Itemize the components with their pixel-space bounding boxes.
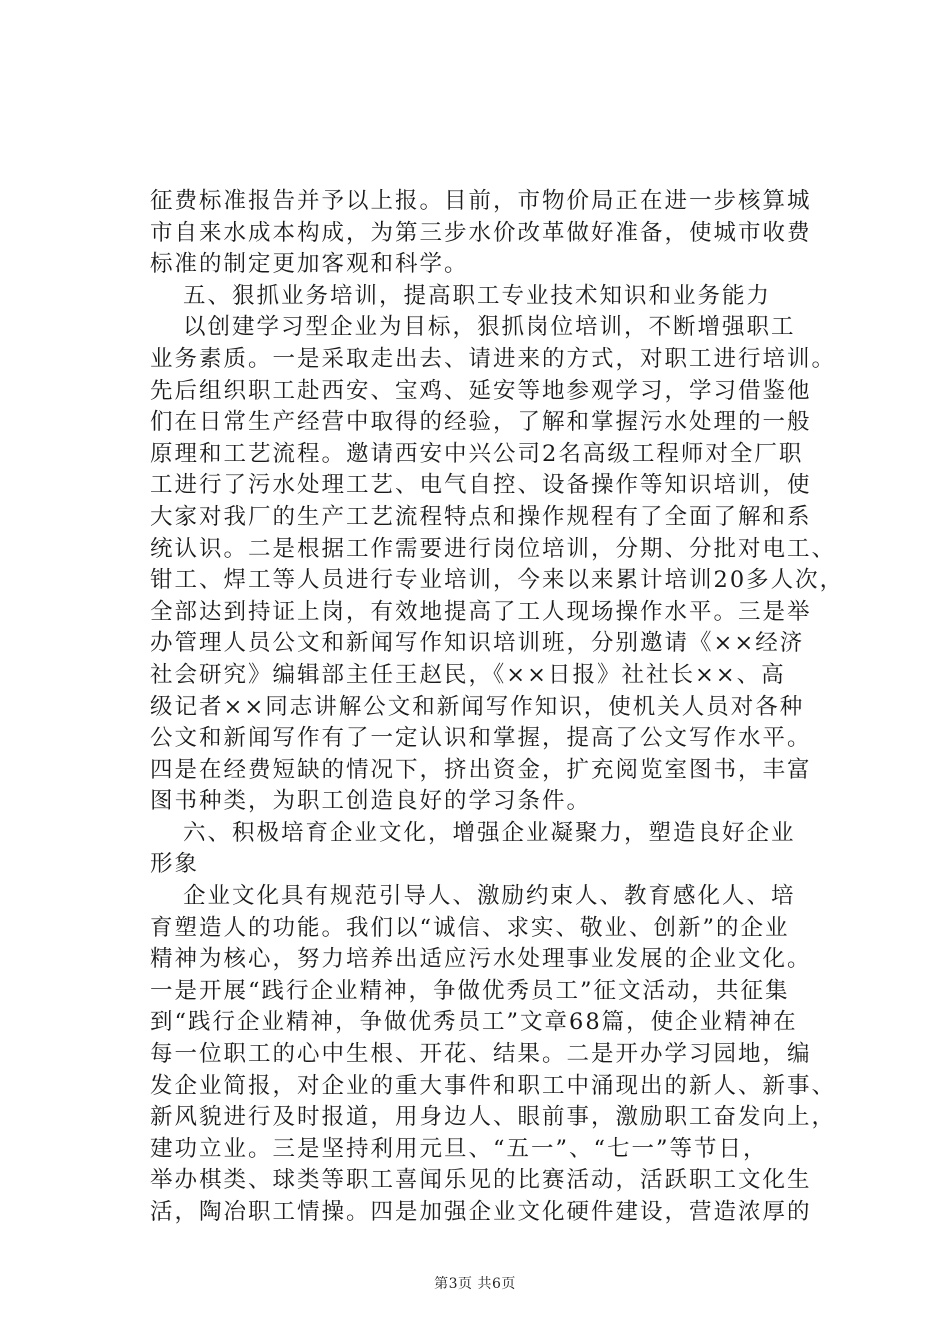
text-line: 市自来水成本构成，为第三步水价改革做好准备，使城市收费	[150, 219, 812, 246]
document-body	[150, 186, 845, 1229]
text-line: 大家对我厂的生产工艺流程特点和操作规程有了全面了解和系	[150, 503, 812, 530]
text-line: 活，陶冶职工情操。四是加强企业文化硬件建设，营造浓厚的	[150, 1199, 812, 1225]
text-line: 原理和工艺流程。邀请西安中兴公司2名高级工程师对全厂职	[150, 440, 804, 467]
text-line: 征费标准报告并予以上报。目前，市物价局正在进一步核算城	[150, 188, 812, 214]
text-line: 发企业简报，对企业的重大事件和职工中涌现出的新人、新事、	[150, 1072, 837, 1099]
text-line: 育塑造人的功能。我们以“诚信、求实、敬业、创新”的企业	[150, 914, 790, 941]
text-line: 标准的制定更加客观和科学。	[150, 251, 469, 278]
text-line: 工进行了污水处理工艺、电气自控、设备操作等知识培训，使	[150, 472, 812, 499]
text-line: 以创建学习型企业为目标，狠抓岗位培训，不断增强职工	[183, 314, 796, 341]
text-line: 全部达到持证上岗，有效地提高了工人现场操作水平。三是举	[150, 598, 812, 625]
page-footer: 第3页 共6页	[434, 1276, 516, 1292]
text-line: 统认识。二是根据工作需要进行岗位培训，分期、分批对电工、	[150, 535, 837, 562]
text-line: 每一位职工的心中生根、开花、结果。二是开办学习园地，编	[150, 1041, 812, 1068]
text-line: 图书种类，为职工创造良好的学习条件。	[150, 788, 592, 815]
text-line: 形象	[150, 851, 200, 878]
text-line: 公文和新闻写作有了一定认识和掌握，提高了公文写作水平。	[150, 725, 812, 752]
text-line: 到“践行企业精神，争做优秀员工”文章68篇，使企业精神在	[150, 1009, 798, 1036]
text-line: 钳工、焊工等人员进行专业培训，今来以来累计培训20多人次，	[150, 567, 845, 594]
text-line: 先后组织职工赴西安、宝鸡、延安等地参观学习，学习借鉴他	[150, 377, 812, 404]
text-line: 们在日常生产经营中取得的经验，了解和掌握污水处理的一般	[150, 409, 812, 436]
text-line: 办管理人员公文和新闻写作知识培训班，分别邀请《××经济	[150, 630, 805, 657]
text-line: 精神为核心，努力培养出适应污水处理事业发展的企业文化。	[150, 946, 812, 973]
text-line: 级记者××同志讲解公文和新闻写作知识，使机关人员对各种	[150, 693, 805, 720]
text-line: 业务素质。一是采取走出去、请进来的方式，对职工进行培训。	[150, 345, 837, 372]
text-line: 新风貌进行及时报道，用身边人、眼前事，激励职工奋发向上，	[150, 1104, 837, 1131]
text-line: 五、狠抓业务培训，提高职工专业技术知识和业务能力	[183, 282, 772, 309]
text-line: 企业文化具有规范引导人、激励约束人、教育感化人、培	[183, 883, 796, 910]
text-line: 四是在经费短缺的情况下，挤出资金，扩充阅览室图书，丰富	[150, 756, 812, 783]
text-line: 举办棋类、球类等职工喜闻乐见的比赛活动，活跃职工文化生	[150, 1167, 812, 1194]
text-line: 六、积极培育企业文化，增强企业凝聚力，塑造良好企业	[183, 819, 796, 846]
text-line: 建功立业。三是坚持利用元旦、“五一”、“七一”等节日，	[150, 1135, 768, 1162]
text-line: 一是开展“践行企业精神，争做优秀员工”征文活动，共征集	[150, 977, 790, 1004]
text-line: 社会研究》编辑部主任王赵民，《××日报》社社长××、高	[150, 661, 786, 688]
